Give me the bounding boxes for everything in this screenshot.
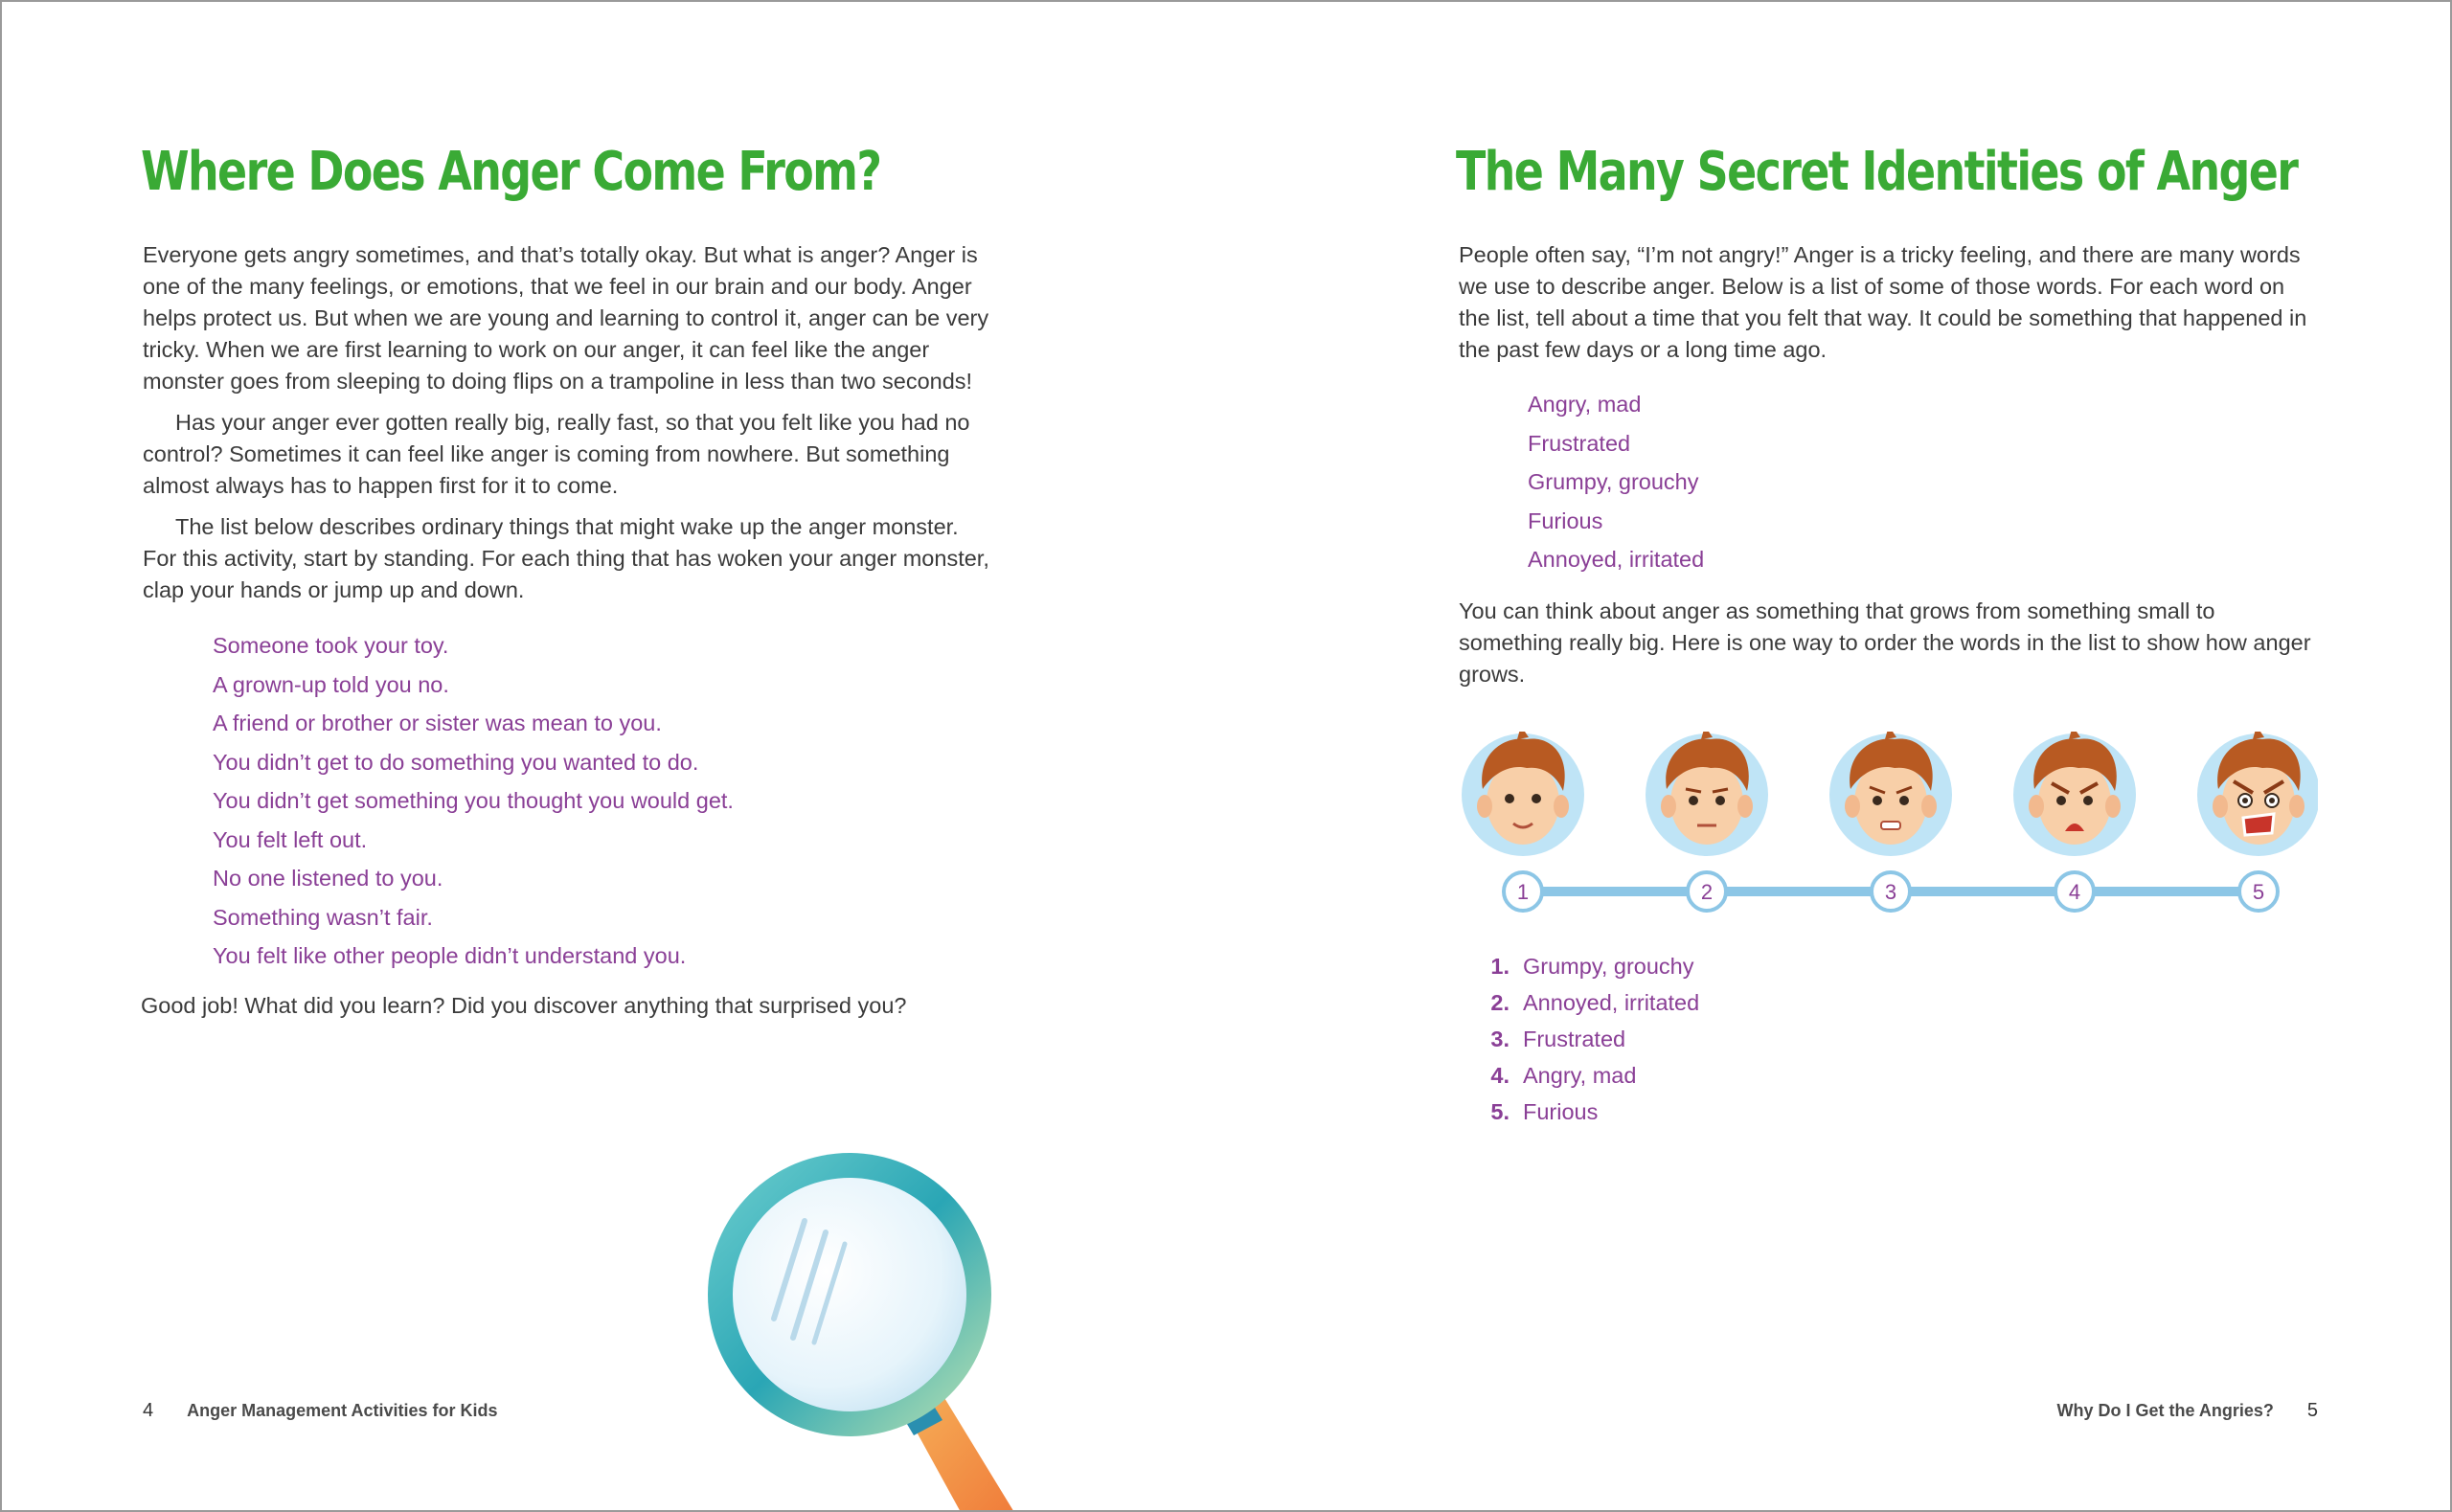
- scale-number: 1: [1516, 880, 1530, 904]
- list-item: You felt left out.: [213, 826, 368, 852]
- right-footer: [2057, 1400, 2319, 1422]
- left-body: [143, 239, 993, 616]
- scale-marker: [2055, 872, 2094, 911]
- right-page: [1456, 2, 2318, 1510]
- page-number: 4: [143, 1400, 154, 1421]
- list-item: 4. Angry, mad: [1490, 1063, 1637, 1088]
- paragraph: The list below describes ordinary things that might wake up the anger monster. For this activity, start by standing. For each thing that has woken your anger monster, clap your hands or jump up and down.: [143, 514, 989, 602]
- left-footer: [143, 1400, 498, 1422]
- closing-text: Good job! What did you learn? Did you discover anything that surprised you?: [141, 993, 907, 1018]
- trigger-list: [213, 626, 734, 976]
- list-item: Grumpy, grouchy: [1528, 469, 1699, 494]
- magnifying-glass-icon: [692, 1137, 1036, 1512]
- list-item: No one listened to you.: [213, 866, 443, 891]
- boy-face-frustrated-icon: [1829, 732, 1952, 856]
- scale-number: 3: [1884, 880, 1897, 904]
- anger-words-list: [1528, 385, 1704, 579]
- scale-marker: [1872, 872, 1910, 911]
- ordered-anger-list: [1475, 948, 1699, 1130]
- list-item: You didn’t get to do something you wanted to do.: [213, 749, 699, 775]
- anger-scale: [1456, 732, 2318, 923]
- list-item: A grown-up told you no.: [213, 671, 449, 697]
- list-item: 1. Grumpy, grouchy: [1490, 954, 1694, 979]
- boy-face-angry-icon: [2013, 732, 2136, 856]
- list-item: A friend or brother or sister was mean to you.: [213, 711, 662, 735]
- scale-number: 5: [2252, 880, 2265, 904]
- paragraph: Everyone gets angry sometimes, and that’s totally okay. But what is anger? Anger is one of the many feelings, or emotions, that we feel in our brain and our body. Anger helps protect us. But when we are young and learning to control it, anger can be very tricky. When we are first learning to work on our anger, it can feel like the anger monster goes from sleeping to doing flips on a trampoline in less than two seconds!: [143, 242, 989, 394]
- list-item: 3. Frustrated: [1490, 1027, 1626, 1051]
- intro-text: People often say, “I’m not angry!” Anger is a tricky feeling, and there are many words we use to describe anger. Below is a list of some of those words. For each word on the list, tell about a time that you felt that way. It could be something that happened in the past few days or a long time ago.: [1459, 242, 2307, 362]
- scale-number: 4: [2068, 880, 2081, 904]
- boy-face-furious-icon: [2197, 732, 2318, 856]
- paragraph: Has your anger ever gotten really big, really fast, so that you felt like you had no control? Sometimes it can feel like anger is coming from nowhere. But something almost always has to happen first for it to come.: [143, 410, 970, 498]
- scale-number: 2: [1700, 880, 1714, 904]
- right-heading: The Many Secret Identities of Anger: [1456, 141, 2298, 203]
- list-item: Furious: [1528, 508, 1603, 533]
- boy-face-annoyed-icon: [1646, 732, 1768, 856]
- page-number: 5: [2306, 1400, 2318, 1421]
- boy-face-calm-icon: [1462, 732, 1584, 856]
- list-item: You felt like other people didn’t understand you.: [213, 943, 687, 968]
- list-item: Frustrated: [1528, 430, 1631, 456]
- chapter-title: Why Do I Get the Angries?: [2056, 1401, 2274, 1420]
- scale-marker: [1688, 872, 1726, 911]
- book-title: Anger Management Activities for Kids: [187, 1401, 498, 1420]
- list-item: Someone took your toy.: [213, 633, 449, 658]
- list-item: 2. Annoyed, irritated: [1490, 990, 1700, 1015]
- list-item: Angry, mad: [1528, 392, 1642, 417]
- left-heading: Where Does Anger Come From?: [141, 141, 881, 203]
- scale-text: You can think about anger as something that grows from something small to something really big. Here is one way to order the words in the list to show how anger grows.: [1459, 598, 2311, 687]
- scale-marker: [2239, 872, 2278, 911]
- scale-marker: [1504, 872, 1542, 911]
- list-item: 5. Furious: [1490, 1099, 1599, 1124]
- list-item: You didn’t get something you thought you would get.: [213, 788, 734, 813]
- list-item: Annoyed, irritated: [1528, 547, 1705, 572]
- list-item: Something wasn’t fair.: [213, 904, 433, 930]
